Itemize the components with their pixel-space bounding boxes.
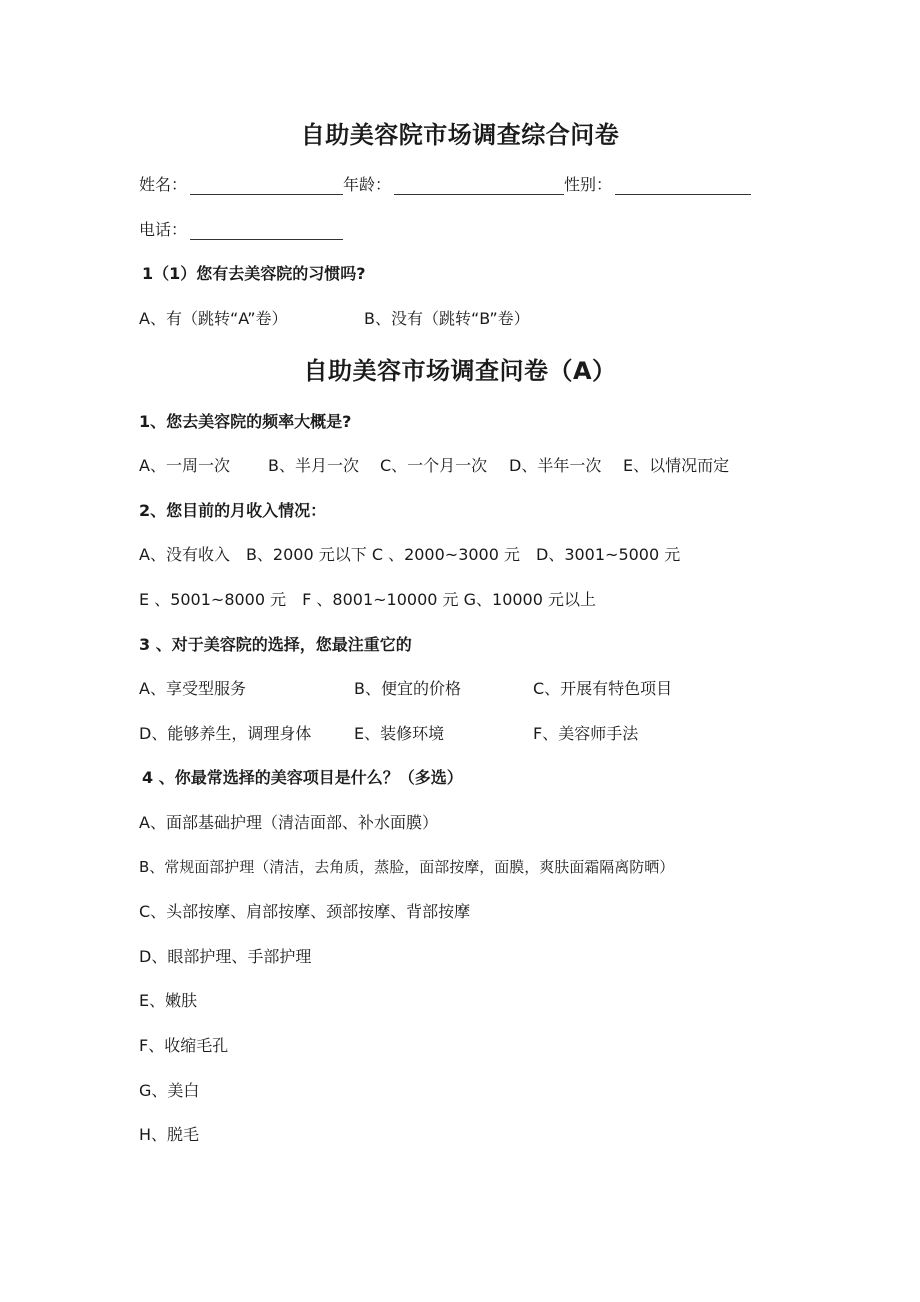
q2-options-row-1[interactable]: A、没有收入 B、2000 元以下 C 、2000~3000 元 D、3001~5000 元 — [139, 545, 681, 564]
q1-option-a[interactable]: A、一周一次 — [139, 456, 230, 475]
q2-options-row-2[interactable]: E 、5001~8000 元 F 、8001~10000 元 G、10000 元以上 — [139, 590, 596, 609]
name-blank-field[interactable] — [190, 194, 343, 195]
q3-option-c[interactable]: C、开展有特色项目 — [533, 679, 673, 698]
q3-option-d[interactable]: D、能够养生，调理身体 — [139, 724, 312, 743]
gender-label: 性别： — [564, 175, 613, 194]
q4-option-h[interactable]: H、脱毛 — [139, 1125, 200, 1144]
q1-option-e[interactable]: E、以情况而定 — [623, 456, 730, 475]
question-4: 4 、你最常选择的美容项目是什么？（多选） — [142, 768, 463, 787]
q1-option-c[interactable]: C、一个月一次 — [380, 456, 488, 475]
age-blank-field[interactable] — [394, 194, 564, 195]
q4-option-f[interactable]: F、收缩毛孔 — [139, 1036, 229, 1055]
q3-option-e[interactable]: E、装修环境 — [354, 724, 445, 743]
question-3: 3 、对于美容院的选择，您最注重它的 — [139, 635, 412, 654]
q4-option-d[interactable]: D、眼部护理、手部护理 — [139, 947, 312, 966]
gender-blank-field[interactable] — [615, 194, 751, 195]
q4-option-a[interactable]: A、面部基础护理（清洁面部、补水面膜） — [139, 813, 438, 832]
q4-option-b[interactable]: B、常规面部护理（清洁，去角质，蒸脸，面部按摩，面膜，爽肤面霜隔离防晒） — [139, 858, 675, 876]
q4-option-e[interactable]: E、嫩肤 — [139, 991, 198, 1010]
q3-option-f[interactable]: F、美容师手法 — [533, 724, 639, 743]
q4-option-c[interactable]: C、头部按摩、肩部按摩、颈部按摩、背部按摩 — [139, 902, 471, 921]
age-label: 年龄： — [343, 175, 392, 194]
question-2: 2、您目前的月收入情况： — [139, 501, 327, 520]
intro-question: 1（1）您有去美容院的习惯吗? — [142, 264, 366, 283]
section-a-title: 自助美容市场调查问卷（A） — [303, 357, 617, 385]
intro-option-a[interactable]: A、有（跳转“A”卷） — [139, 309, 288, 328]
phone-label: 电话： — [139, 220, 188, 239]
q4-option-g[interactable]: G、美白 — [139, 1081, 200, 1100]
q3-option-a[interactable]: A、享受型服务 — [139, 679, 246, 698]
q1-option-d[interactable]: D、半年一次 — [509, 456, 602, 475]
q1-option-b[interactable]: B、半月一次 — [268, 456, 359, 475]
question-1: 1、您去美容院的频率大概是? — [139, 412, 352, 431]
intro-option-b[interactable]: B、没有（跳转“B”卷） — [364, 309, 530, 328]
phone-blank-field[interactable] — [190, 239, 343, 240]
name-label: 姓名： — [139, 175, 188, 194]
document-title: 自助美容院市场调查综合问卷 — [300, 121, 620, 149]
q3-option-b[interactable]: B、便宜的价格 — [354, 679, 461, 698]
